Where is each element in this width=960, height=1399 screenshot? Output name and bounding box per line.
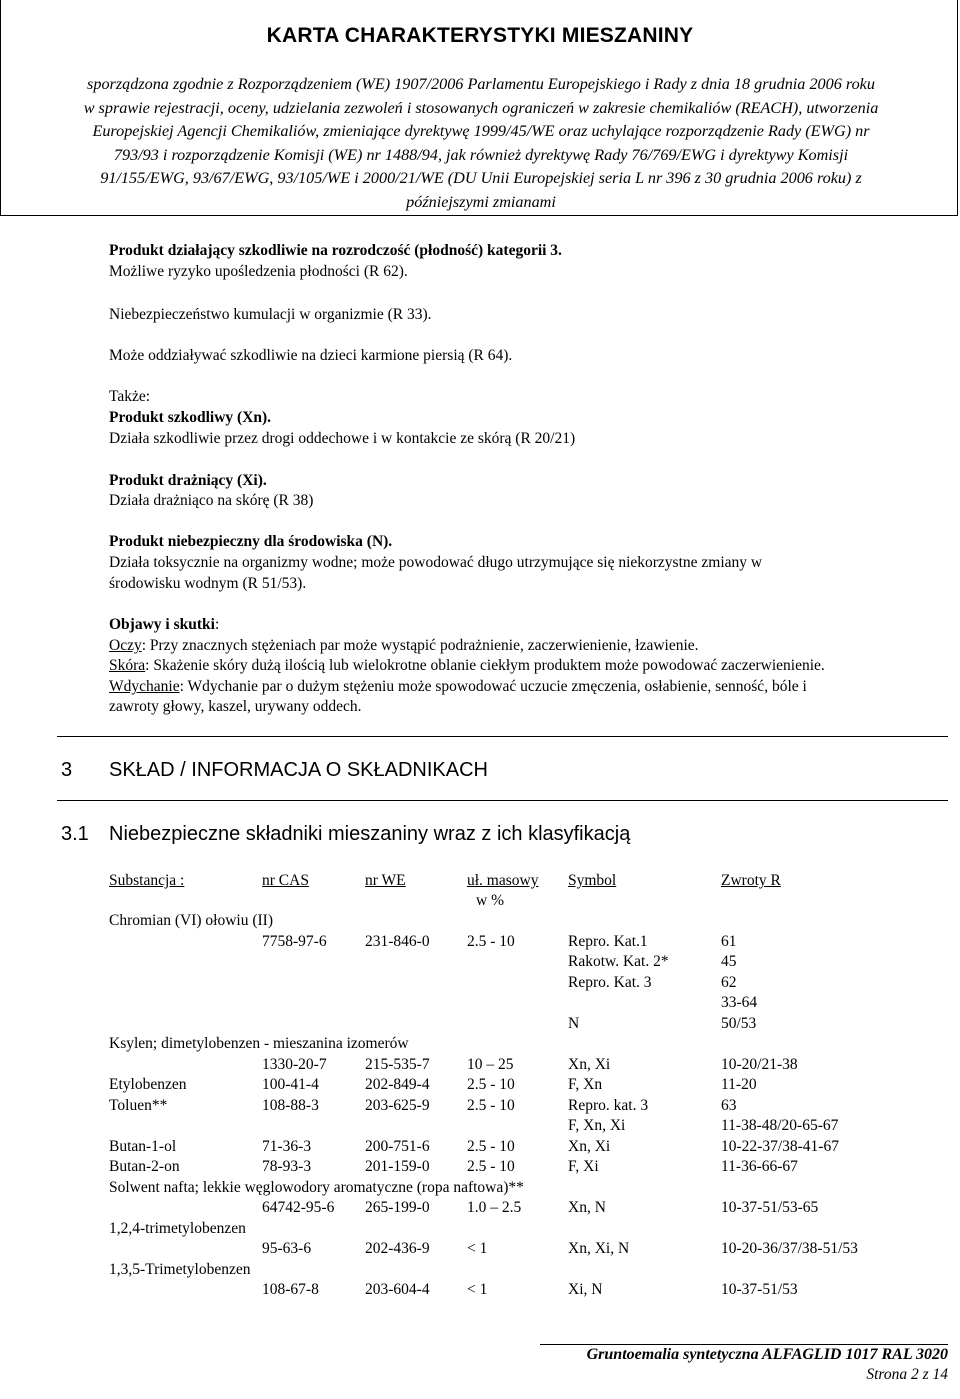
regulation-subtitle — [21, 73, 941, 215]
table-cell-we: 202-436-9 — [365, 1240, 430, 1257]
table-cell-cas: 71-36-3 — [262, 1137, 312, 1155]
table-cell-we: 203-625-9 — [365, 1096, 430, 1114]
subsection-number: 3.1 — [61, 823, 89, 845]
xn-text: Działa szkodliwie przez drogi oddechowe i w kontakcie ze skórą (R 20/21) — [109, 430, 576, 447]
symptoms-heading-colon: : — [214, 616, 220, 633]
table-cell-symbol: Repro. Kat.1 — [568, 932, 648, 950]
table-cell-r: 62 — [721, 973, 737, 991]
table-cell-name: Etylobenzen — [109, 1076, 187, 1093]
xn-title: Produkt szkodliwy (Xn). — [109, 409, 272, 426]
table-cell-mass: 2.5 - 10 — [467, 1137, 515, 1155]
table-cell-r: 10-37-51/53 — [721, 1281, 798, 1298]
table-cell-name: Butan-2-on — [109, 1158, 180, 1175]
skin-label: Skóra — [109, 657, 146, 674]
n-text-line: Działa toksycznie na organizmy wodne; może powodować długo utrzymujące się niekorzystne zmiany w — [109, 554, 763, 571]
eyes-text: : Przy znacznych stężeniach par może wystąpić podrażnienie, zaczerwienienie, łzawienie. — [141, 637, 699, 654]
table-cell-cas: 95-63-6 — [262, 1240, 312, 1257]
table-cell-r: 10-22-37/38-41-67 — [721, 1137, 839, 1155]
table-cell-r: 10-20-36/37/38-51/53 — [721, 1240, 858, 1257]
table-cell-symbol: Xi, N — [568, 1281, 603, 1298]
table-cell-r: 11-38-48/20-65-67 — [721, 1117, 839, 1134]
subtitle-line: późniejszymi zmianami — [406, 192, 556, 211]
section-title: SKŁAD / INFORMACJA O SKŁADNIKACH — [109, 759, 488, 781]
table-cell-name: Butan-1-ol — [109, 1137, 177, 1155]
breastfeeding-text: Może oddziaływać szkodliwie na dzieci karmione piersią (R 64). — [109, 347, 513, 364]
table-cell-r: 63 — [721, 1096, 737, 1114]
n-text-line: środowisku wodnym (R 51/53). — [109, 575, 307, 592]
table-cell-cas: 64742-95-6 — [262, 1199, 335, 1216]
header-symbol: Symbol — [568, 872, 617, 889]
table-cell-r: 11-20 — [721, 1076, 757, 1093]
table-cell-name: Solwent nafta; lekkie węglowodory aromatyczne (ropa naftowa)** — [109, 1178, 524, 1196]
table-cell-r: 45 — [721, 953, 737, 970]
subtitle-line: sporządzona zgodnie z Rozporządzeniem (WE) 1907/2006 Parlamentu Europejskiego i Rady z dnia 18 grudnia 2006 roku — [87, 75, 875, 93]
table-cell-symbol: Xn, Xi, N — [568, 1240, 630, 1257]
table-cell-we: 215-535-7 — [365, 1055, 430, 1073]
table-cell-symbol: Rakotw. Kat. 2* — [568, 953, 669, 970]
table-cell-cas: 108-88-3 — [262, 1096, 319, 1114]
header-cas: nr CAS — [262, 872, 309, 889]
table-cell-r: 10-20/21-38 — [721, 1055, 798, 1073]
header-substance: Substancja : — [109, 872, 185, 889]
eyes-label: Oczy — [109, 637, 142, 654]
table-cell-r: 50/53 — [721, 1014, 757, 1032]
subtitle-line: 793/93 i rozporządzenie Komisji (WE) nr 1488/94, jak również dyrektywę Rady 76/769/EWG i dyrektywy Komisji — [113, 145, 849, 164]
inhalation-label: Wdychanie — [109, 678, 180, 695]
table-cell-name: Chromian (VI) ołowiu (II) — [109, 912, 273, 929]
table-cell-r: 61 — [721, 932, 737, 950]
table-cell-cas: 7758-97-6 — [262, 932, 327, 950]
inhalation-line-2: zawroty głowy, kaszel, urywany oddech. — [109, 698, 362, 715]
table-cell-name: 1,2,4-trimetylobenzen — [109, 1219, 246, 1237]
n-title: Produkt niebezpieczny dla środowiska (N). — [109, 533, 393, 550]
subtitle-line: w sprawie rejestracji, oceny, udzielania zezwoleń i stosowanych ograniczeń w zakresie chemikaliów (REACH), utworzenia — [83, 98, 879, 117]
table-cell-we: 265-199-0 — [365, 1199, 430, 1216]
table-cell-mass: 1.0 – 2.5 — [467, 1199, 522, 1216]
table-cell-r: 33-64 — [721, 994, 758, 1011]
table-cell-symbol: Xn, N — [568, 1199, 606, 1216]
table-cell-mass: 2.5 - 10 — [467, 932, 515, 950]
table-cell-mass: 2.5 - 10 — [467, 1158, 515, 1175]
table-cell-mass: 2.5 - 10 — [467, 1076, 515, 1093]
header-we: nr WE — [365, 872, 406, 889]
table-cell-we: 202-849-4 — [365, 1076, 430, 1093]
table-cell-cas: 1330-20-7 — [262, 1055, 327, 1073]
symptoms-heading-label: Objawy i skutki — [109, 616, 215, 633]
table-cell-mass: < 1 — [467, 1240, 488, 1257]
document-title: KARTA CHARAKTERYSTYKI MIESZANINY — [266, 24, 694, 47]
also-label: Także: — [109, 388, 151, 405]
table-cell-mass: 10 – 25 — [467, 1055, 514, 1073]
table-cell-cas: 100-41-4 — [262, 1076, 319, 1093]
subtitle-line: 91/155/EWG, 93/67/EWG, 93/105/WE i 2000/21/WE (DU Unii Europejskiej seria L nr 396 z 30 grudnia 2006 roku) z — [100, 169, 862, 188]
footer-page-number: Strona 2 z 14 — [866, 1366, 948, 1383]
inhalation-line — [109, 678, 807, 696]
table-cell-mass: 2.5 - 10 — [467, 1096, 515, 1114]
table-cell-we: 231-846-0 — [365, 932, 430, 950]
table-cell-we: 201-159-0 — [365, 1158, 430, 1175]
repro-hazard-text: Możliwe ryzyko upośledzenia płodności (R 62). — [109, 263, 408, 280]
header-mass-unit: w % — [476, 892, 504, 909]
skin-text: : Skażenie skóry dużą ilością lub wielokrotne oblanie ciekłym produktem może powodować zaczerwienienie. — [145, 657, 825, 674]
table-cell-symbol: Xn, Xi — [568, 1137, 611, 1155]
footer-divider — [540, 1344, 948, 1345]
repro-hazard-title: Produkt działający szkodliwie na rozrodczość (płodność) kategorii 3. — [109, 242, 562, 259]
table-cell-symbol: N — [568, 1014, 580, 1032]
table-cell-r: 10-37-51/53-65 — [721, 1199, 819, 1216]
table-cell-symbol: Repro. kat. 3 — [568, 1096, 649, 1114]
skin-line — [109, 657, 825, 675]
table-cell-mass: < 1 — [467, 1281, 488, 1298]
header-r-phrases: Zwroty R — [721, 872, 781, 889]
footer-product-name: Gruntoemalia syntetyczna ALFAGLID 1017 RAL 3020 — [586, 1346, 948, 1363]
subtitle-line: Europejskiej Agencji Chemikaliów, zmieniające dyrektywę 1999/45/WE oraz uchylające rozporządzenie Rady (EWG) nr — [92, 122, 870, 141]
table-cell-symbol: F, Xn, Xi — [568, 1117, 626, 1134]
table-cell-symbol: F, Xn — [568, 1076, 603, 1093]
table-cell-we: 203-604-4 — [365, 1281, 430, 1298]
table-cell-r: 11-36-66-67 — [721, 1158, 798, 1175]
table-cell-symbol: Xn, Xi — [568, 1055, 611, 1073]
symptoms-heading — [109, 616, 219, 634]
section-number: 3 — [61, 759, 73, 781]
subsection-title: Niebezpieczne składniki mieszaniny wraz z ich klasyfikacją — [109, 823, 631, 845]
table-cell-cas: 108-67-8 — [262, 1281, 319, 1298]
table-cell-name: Ksylen; dimetylobenzen - mieszanina izomerów — [109, 1035, 409, 1052]
table-cell-name: 1,3,5-Trimetylobenzen — [109, 1260, 251, 1278]
eyes-line — [109, 637, 699, 655]
table-cell-name: Toluen** — [109, 1096, 168, 1114]
table-cell-symbol: Repro. Kat. 3 — [568, 973, 652, 991]
header-mass: uł. masowy — [467, 872, 539, 889]
section-divider — [57, 800, 948, 801]
xi-title: Produkt drażniący (Xi). — [109, 472, 267, 489]
inhalation-text: : Wdychanie par o dużym stężeniu może spowodować uczucie zmęczenia, osłabienie, senność, bóle i — [179, 678, 807, 695]
table-cell-cas: 78-93-3 — [262, 1158, 312, 1175]
cumulation-text: Niebezpieczeństwo kumulacji w organizmie (R 33). — [109, 306, 432, 323]
table-cell-we: 200-751-6 — [365, 1137, 430, 1155]
xi-text: Działa drażniąco na skórę (R 38) — [109, 492, 314, 509]
section-divider — [57, 736, 948, 737]
document-header — [0, 0, 958, 216]
table-cell-symbol: F, Xi — [568, 1158, 599, 1175]
